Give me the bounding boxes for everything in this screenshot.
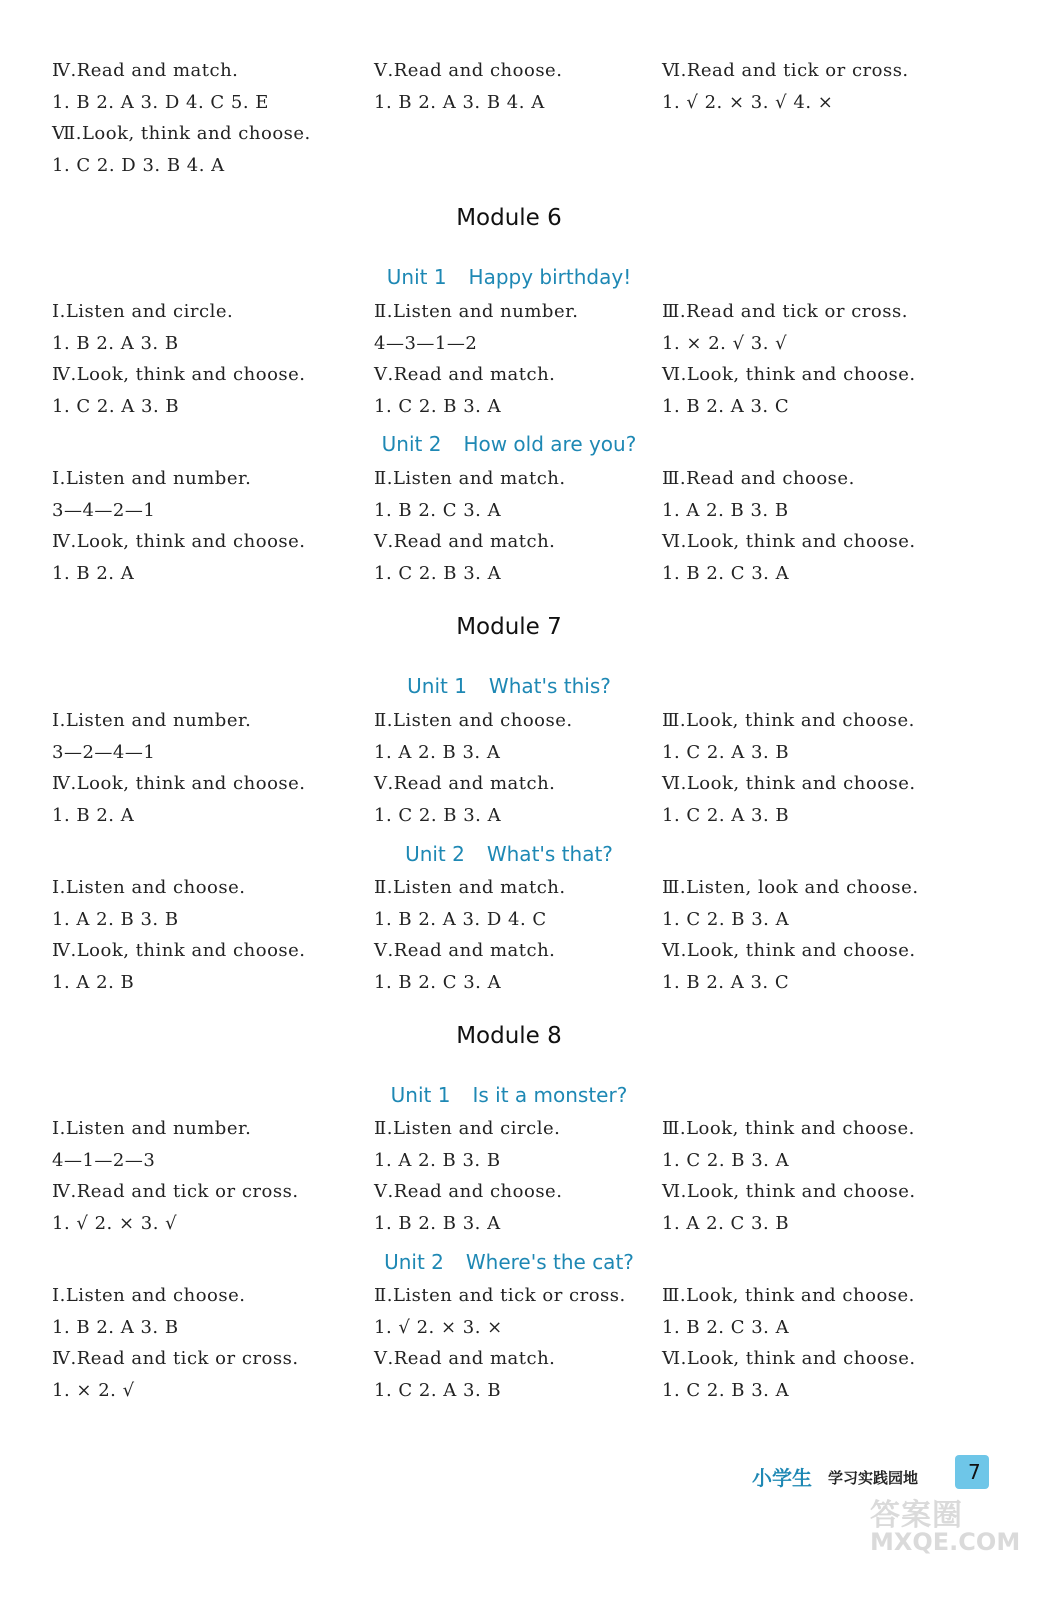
unit-number: Unit 1 [386, 265, 447, 289]
top-section-col3-line1: Ⅵ.Read and tick or cross. [662, 60, 909, 81]
module7-unit2-col2-line3: Ⅴ.Read and match. [374, 940, 556, 961]
module7-unit2-col1-line3: Ⅳ.Look, think and choose. [52, 940, 306, 961]
module8-unit1-col2-line3: Ⅴ.Read and choose. [374, 1181, 563, 1202]
module6-unit1-col1-line2: 1. B 2. A 3. B [52, 332, 179, 354]
unit-number: Unit 2 [405, 842, 465, 866]
module8-unit2-col1-line2: 1. B 2. A 3. B [52, 1316, 179, 1338]
module6-unit1-col2-line4: 1. C 2. B 3. A [374, 395, 502, 417]
top-section-col1-line4: 1. C 2. D 3. B 4. A [52, 154, 225, 176]
module7-unit1-col2-line4: 1. C 2. B 3. A [374, 804, 502, 826]
unit-number: Unit 2 [384, 1250, 444, 1274]
module7-unit1-col1-line3: Ⅳ.Look, think and choose. [52, 773, 306, 794]
module6-unit1-col1-line3: Ⅳ.Look, think and choose. [52, 364, 306, 385]
module7-unit1-col3-line1: Ⅲ.Look, think and choose. [662, 710, 915, 731]
watermark-url: MXQE.COM [870, 1528, 1021, 1556]
module6-unit1-col2-line3: Ⅴ.Read and match. [374, 364, 556, 385]
module-title: Module 6 [456, 205, 562, 231]
module7-unit2-col3-line2: 1. C 2. B 3. A [662, 908, 790, 930]
module6-unit2-col1-line2: 3—4—2—1 [52, 499, 156, 521]
module7-unit2-col1-line4: 1. A 2. B [52, 971, 135, 993]
module7-unit2-col2-line4: 1. B 2. C 3. A [374, 971, 502, 993]
top-section-col3-line2: 1. √ 2. × 3. √ 4. × [662, 91, 834, 113]
top-section-col1-line1: Ⅳ.Read and match. [52, 60, 239, 81]
unit-heading [0, 432, 1018, 456]
footer-brand: 小学生 [752, 1466, 812, 1490]
module7-unit2-col3-line3: Ⅵ.Look, think and choose. [662, 940, 916, 961]
module8-unit2-col3-line4: 1. C 2. B 3. A [662, 1379, 790, 1401]
module8-unit1-col1-line2: 4—1—2—3 [52, 1149, 156, 1171]
module7-unit2-col2-line1: Ⅱ.Listen and match. [374, 877, 566, 898]
module6-unit2-col3-line1: Ⅲ.Read and choose. [662, 468, 855, 489]
module8-unit2-col3-line2: 1. B 2. C 3. A [662, 1316, 790, 1338]
module8-unit1-col2-line2: 1. A 2. B 3. B [374, 1149, 501, 1171]
top-section-col1-line3: Ⅶ.Look, think and choose. [52, 123, 311, 144]
module8-unit1-col1-line1: Ⅰ.Listen and number. [52, 1118, 252, 1139]
unit-heading [0, 1083, 1018, 1107]
module6-unit2-col2-line2: 1. B 2. C 3. A [374, 499, 502, 521]
module7-unit1-col3-line4: 1. C 2. A 3. B [662, 804, 790, 826]
module8-unit1-col3-line3: Ⅵ.Look, think and choose. [662, 1181, 916, 1202]
unit-number: Unit 1 [390, 1083, 451, 1107]
module8-unit2-col2-line4: 1. C 2. A 3. B [374, 1379, 502, 1401]
module8-unit2-col1-line4: 1. × 2. √ [52, 1379, 135, 1401]
module7-unit1-col1-line4: 1. B 2. A [52, 804, 135, 826]
module6-unit2-col1-line1: Ⅰ.Listen and number. [52, 468, 252, 489]
module8-unit2-col2-line2: 1. √ 2. × 3. × [374, 1316, 503, 1338]
module6-unit1-col2-line2: 4—3—1—2 [374, 332, 478, 354]
module8-unit2-col3-line1: Ⅲ.Look, think and choose. [662, 1285, 915, 1306]
module7-unit2-col3-line4: 1. B 2. A 3. C [662, 971, 790, 993]
module8-unit2-col1-line1: Ⅰ.Listen and choose. [52, 1285, 246, 1306]
module6-unit1-col3-line4: 1. B 2. A 3. C [662, 395, 790, 417]
module8-unit2-col2-line1: Ⅱ.Listen and tick or cross. [374, 1285, 626, 1306]
module6-unit2-col3-line2: 1. A 2. B 3. B [662, 499, 789, 521]
module7-unit1-col3-line2: 1. C 2. A 3. B [662, 741, 790, 763]
module6-unit1-col3-line2: 1. × 2. √ 3. √ [662, 332, 788, 354]
module6-unit2-col2-line3: Ⅴ.Read and match. [374, 531, 556, 552]
unit-title: What's that? [486, 842, 613, 866]
module7-unit2-col1-line2: 1. A 2. B 3. B [52, 908, 179, 930]
module6-unit2-col1-line4: 1. B 2. A [52, 562, 135, 584]
unit-heading [0, 1250, 1018, 1274]
module7-unit1-col3-line3: Ⅵ.Look, think and choose. [662, 773, 916, 794]
unit-heading [0, 265, 1018, 289]
footer-subtitle: 学习实践园地 [828, 1469, 919, 1487]
unit-number: Unit 2 [381, 432, 442, 456]
module6-unit2-col2-line1: Ⅱ.Listen and match. [374, 468, 566, 489]
top-section-col2-line1: Ⅴ.Read and choose. [374, 60, 563, 81]
module8-unit2-col2-line3: Ⅴ.Read and match. [374, 1348, 556, 1369]
module6-unit2-col2-line4: 1. C 2. B 3. A [374, 562, 502, 584]
page-number: 7 [968, 1460, 981, 1484]
module8-unit1-col1-line4: 1. √ 2. × 3. √ [52, 1212, 178, 1234]
module7-unit2-col2-line2: 1. B 2. A 3. D 4. C [374, 908, 547, 930]
module7-unit1-col1-line2: 3—2—4—1 [52, 741, 156, 763]
unit-title: Happy birthday! [468, 265, 632, 289]
unit-title: Where's the cat? [465, 1250, 634, 1274]
watermark: 答案圈 [870, 1498, 963, 1533]
module-title: Module 7 [456, 614, 562, 640]
module6-unit2-col3-line3: Ⅵ.Look, think and choose. [662, 531, 916, 552]
module8-unit2-col1-line3: Ⅳ.Read and tick or cross. [52, 1348, 299, 1369]
unit-heading [0, 674, 1018, 698]
module-title: Module 8 [456, 1023, 562, 1049]
module8-unit1-col2-line1: Ⅱ.Listen and circle. [374, 1118, 561, 1139]
module8-unit1-col2-line4: 1. B 2. B 3. A [374, 1212, 501, 1234]
unit-title: What's this? [488, 674, 611, 698]
module6-unit1-col2-line1: Ⅱ.Listen and number. [374, 301, 579, 322]
module7-unit1-col2-line1: Ⅱ.Listen and choose. [374, 710, 573, 731]
module6-unit1-col3-line3: Ⅵ.Look, think and choose. [662, 364, 916, 385]
module8-unit1-col3-line1: Ⅲ.Look, think and choose. [662, 1118, 915, 1139]
module7-unit2-col3-line1: Ⅲ.Listen, look and choose. [662, 877, 919, 898]
module8-unit2-col3-line3: Ⅵ.Look, think and choose. [662, 1348, 916, 1369]
top-section-col2-line2: 1. B 2. A 3. B 4. A [374, 91, 545, 113]
module8-unit1-col3-line2: 1. C 2. B 3. A [662, 1149, 790, 1171]
module6-unit1-col1-line4: 1. C 2. A 3. B [52, 395, 180, 417]
unit-number: Unit 1 [407, 674, 467, 698]
unit-title: Is it a monster? [472, 1083, 628, 1107]
module7-unit2-col1-line1: Ⅰ.Listen and choose. [52, 877, 246, 898]
module7-unit1-col2-line2: 1. A 2. B 3. A [374, 741, 501, 763]
module7-unit1-col2-line3: Ⅴ.Read and match. [374, 773, 556, 794]
module8-unit1-col1-line3: Ⅳ.Read and tick or cross. [52, 1181, 299, 1202]
module8-unit1-col3-line4: 1. A 2. C 3. B [662, 1212, 790, 1234]
top-section-col1-line2: 1. B 2. A 3. D 4. C 5. E [52, 91, 269, 113]
module6-unit1-col1-line1: Ⅰ.Listen and circle. [52, 301, 234, 322]
module6-unit2-col3-line4: 1. B 2. C 3. A [662, 562, 790, 584]
unit-title: How old are you? [463, 432, 637, 456]
module6-unit1-col3-line1: Ⅲ.Read and tick or cross. [662, 301, 908, 322]
module6-unit2-col1-line3: Ⅳ.Look, think and choose. [52, 531, 306, 552]
unit-heading [0, 842, 1018, 866]
module7-unit1-col1-line1: Ⅰ.Listen and number. [52, 710, 252, 731]
